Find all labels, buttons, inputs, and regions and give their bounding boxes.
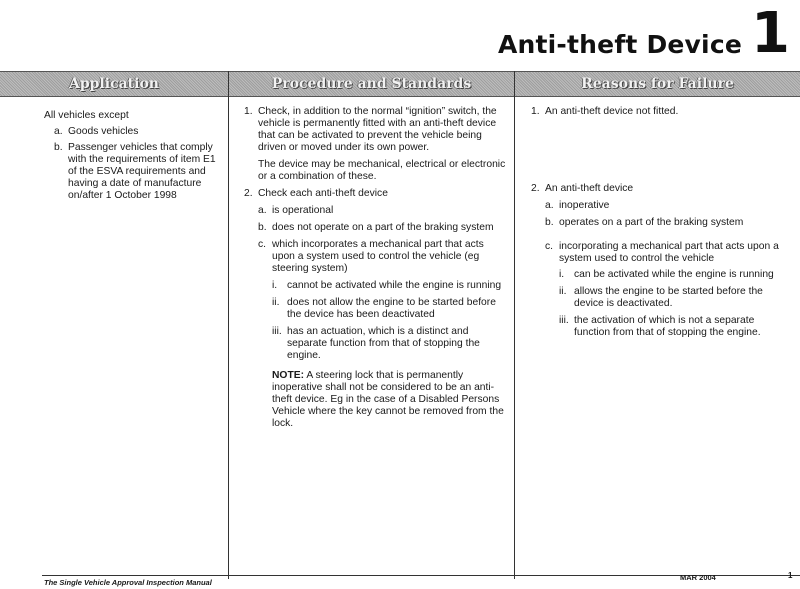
procedure-item-1 [244, 106, 506, 183]
list-item [559, 269, 793, 281]
list-marker: b. [54, 142, 63, 153]
list-text: has an actuation, which is a distinct and separate function from that of stopping the engine. [287, 326, 480, 361]
note-paragraph [272, 370, 506, 430]
list-marker: iii. [272, 326, 282, 337]
list-text: does not operate on a part of the braking system [272, 222, 494, 233]
column-divider [228, 71, 229, 579]
list-text: does not allow the engine to be started before the device has been deactivated [287, 297, 496, 320]
footer-manual-title: The Single Vehicle Approval Inspection Manual [44, 578, 212, 587]
list-text: Goods vehicles [68, 126, 139, 137]
list-text: incorporating a mechanical part that acts upon a system used to control the vehicle [559, 241, 779, 264]
list-text: Passenger vehicles that comply with the requirements of item E1 of the ESVA requirements and having a date of manufacture on/after 1 October 1998 [68, 142, 216, 201]
reason-item-2 [531, 183, 793, 339]
list-item [559, 315, 793, 339]
list-item [545, 200, 793, 212]
page-title: Anti-theft Device [497, 30, 742, 59]
list-text: cannot be activated while the engine is running [287, 280, 502, 291]
list-text: Check each anti-theft device [258, 188, 388, 199]
list-text: An anti-theft device [545, 183, 634, 194]
header-procedure: Procedure and Standards [271, 76, 472, 92]
note-text: A steering lock that is permanently inoperative shall not be considered to be an anti-theft device. Eg in the case of a Disabled Persons Vehicle where the key cannot be removed from the lock. [272, 370, 504, 429]
list-text: An anti-theft device not fitted. [545, 106, 679, 117]
list-marker: c. [545, 241, 554, 252]
list-item [272, 297, 506, 321]
list-marker: ii. [559, 286, 567, 297]
column-header-band [0, 71, 800, 97]
list-item [54, 126, 222, 138]
list-item [559, 286, 793, 310]
list-item [272, 326, 506, 362]
list-item [545, 241, 793, 339]
list-item [54, 142, 222, 202]
list-marker: iii. [559, 315, 569, 326]
application-intro: All vehicles except [44, 110, 129, 121]
list-text: the activation of which is not a separate function from that of stopping the engine. [574, 315, 761, 338]
procedure-column [244, 106, 506, 430]
list-marker: 1. [244, 106, 253, 117]
list-item [258, 222, 506, 234]
note-label: NOTE: [272, 370, 305, 381]
list-text: is operational [272, 205, 334, 216]
list-marker: a. [258, 205, 267, 216]
list-item [545, 217, 793, 229]
list-marker: b. [545, 217, 554, 228]
header-reasons: Reasons for Failure [581, 76, 734, 92]
list-marker: 2. [244, 188, 253, 199]
list-text: operates on a part of the braking system [559, 217, 744, 228]
list-marker: 1. [531, 106, 540, 117]
procedure-item-2 [244, 188, 506, 430]
list-text: Check, in addition to the normal “ignition” switch, the vehicle is permanently fitted with an anti-theft device that can be activated to prevent the vehicle being driven or moved under its own power. [258, 106, 497, 153]
list-item [258, 239, 506, 430]
list-marker: i. [559, 269, 565, 280]
list-text: inoperative [559, 200, 610, 211]
header-application: Application [69, 76, 159, 92]
reason-item-1 [531, 106, 793, 118]
list-marker: c. [258, 239, 267, 250]
list-text: which incorporates a mechanical part that acts upon a system used to control the vehicle (eg steering system) [272, 239, 484, 274]
section-number: 1 [751, 1, 790, 66]
list-text: can be activated while the engine is running [574, 269, 774, 280]
column-divider [514, 71, 515, 579]
reasons-column [531, 106, 793, 339]
list-marker: b. [258, 222, 267, 233]
footer-date: MAR 2004 [680, 573, 716, 582]
list-marker: a. [545, 200, 554, 211]
list-marker: a. [54, 126, 63, 137]
footer-page-number: 1 [788, 571, 793, 580]
list-item [258, 205, 506, 217]
list-text: allows the engine to be started before the device is deactivated. [574, 286, 763, 309]
list-marker: i. [272, 280, 278, 291]
list-marker: 2. [531, 183, 540, 194]
list-text: The device may be mechanical, electrical or electronic or a combination of these. [258, 159, 506, 182]
list-item [272, 280, 506, 292]
application-column [44, 110, 222, 202]
list-marker: ii. [272, 297, 280, 308]
